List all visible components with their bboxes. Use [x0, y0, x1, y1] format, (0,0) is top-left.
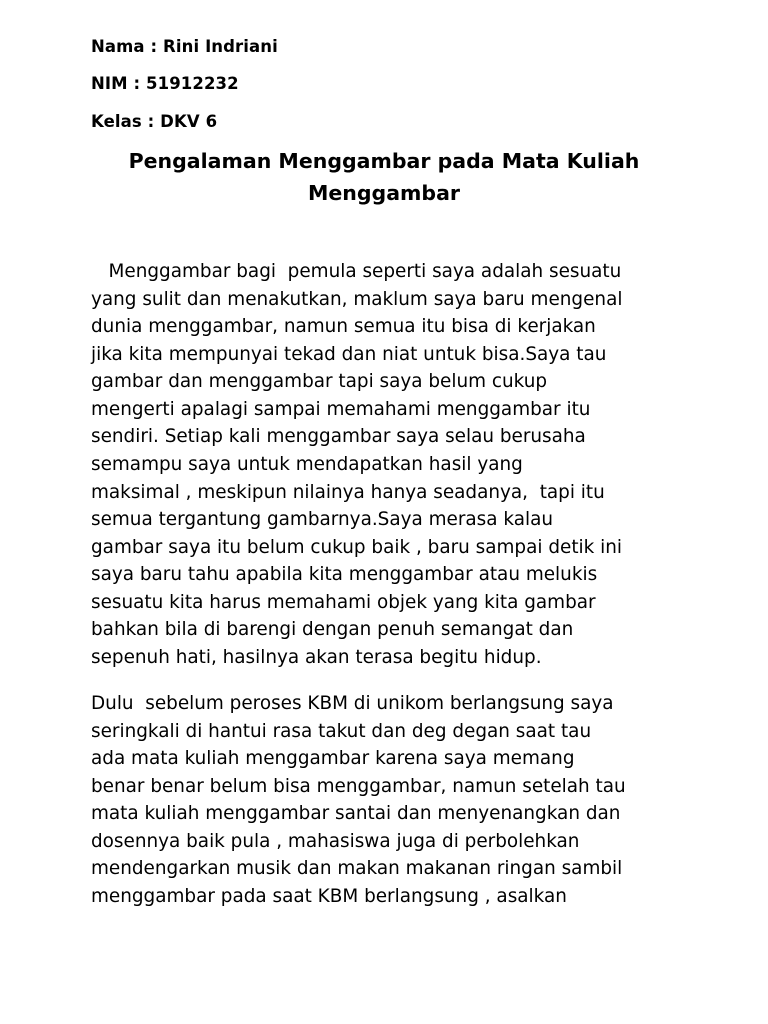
document-title-line-1: Pengalaman Menggambar pada Mata Kuliah	[128, 149, 640, 173]
paragraph-line: Menggambar bagi pemula seperti saya adalah sesuatu	[91, 261, 622, 282]
paragraph-line: mengerti apalagi sampai memahami menggambar itu	[91, 399, 591, 420]
paragraph-line: semampu saya untuk mendapatkan hasil yang	[91, 454, 523, 475]
paragraph-line: sendiri. Setiap kali menggambar saya selau berusaha	[91, 426, 586, 447]
paragraph-line: sesuatu kita harus memahami objek yang kita gambar	[91, 592, 596, 613]
paragraph-line: dunia menggambar, namun semua itu bisa di kerjakan	[91, 316, 596, 337]
paragraph-line: mata kuliah menggambar santai dan menyenangkan dan	[91, 803, 621, 824]
paragraph-line: saya baru tahu apabila kita menggambar atau melukis	[91, 564, 598, 585]
paragraph-line: Dulu sebelum peroses KBM di unikom berlangsung saya	[91, 693, 614, 714]
paragraph-line: maksimal , meskipun nilainya hanya seadanya, tapi itu	[91, 482, 605, 503]
student-name: Nama : Rini Indriani	[91, 37, 278, 56]
paragraph-line: dosennya baik pula , mahasiswa juga di perbolehkan	[91, 831, 580, 852]
paragraph-line: jika kita mempunyai tekad dan niat untuk bisa.Saya tau	[91, 344, 607, 365]
student-nim: NIM : 51912232	[91, 74, 239, 93]
paragraph-line: bahkan bila di barengi dengan penuh semangat dan	[91, 619, 574, 640]
paragraph-line: gambar dan menggambar tapi saya belum cukup	[91, 371, 548, 392]
paragraph-line: menggambar pada saat KBM berlangsung , asalkan	[91, 886, 567, 907]
paragraph-line: seringkali di hantui rasa takut dan deg degan saat tau	[91, 721, 592, 742]
document-title-line-2: Menggambar	[307, 181, 461, 205]
paragraph-line: mendengarkan musik dan makan makanan ringan sambil	[91, 858, 623, 879]
paragraph-line: sepenuh hati, hasilnya akan terasa begitu hidup.	[91, 647, 542, 668]
student-class: Kelas : DKV 6	[91, 112, 218, 131]
paragraph-line: yang sulit dan menakutkan, maklum saya baru mengenal	[91, 289, 623, 310]
paragraph-line: ada mata kuliah menggambar karena saya memang	[91, 748, 575, 769]
paragraph-line: semua tergantung gambarnya.Saya merasa kalau	[91, 509, 554, 530]
paragraph-line: benar benar belum bisa menggambar, namun setelah tau	[91, 776, 626, 797]
paragraph-line: gambar saya itu belum cukup baik , baru sampai detik ini	[91, 537, 623, 558]
